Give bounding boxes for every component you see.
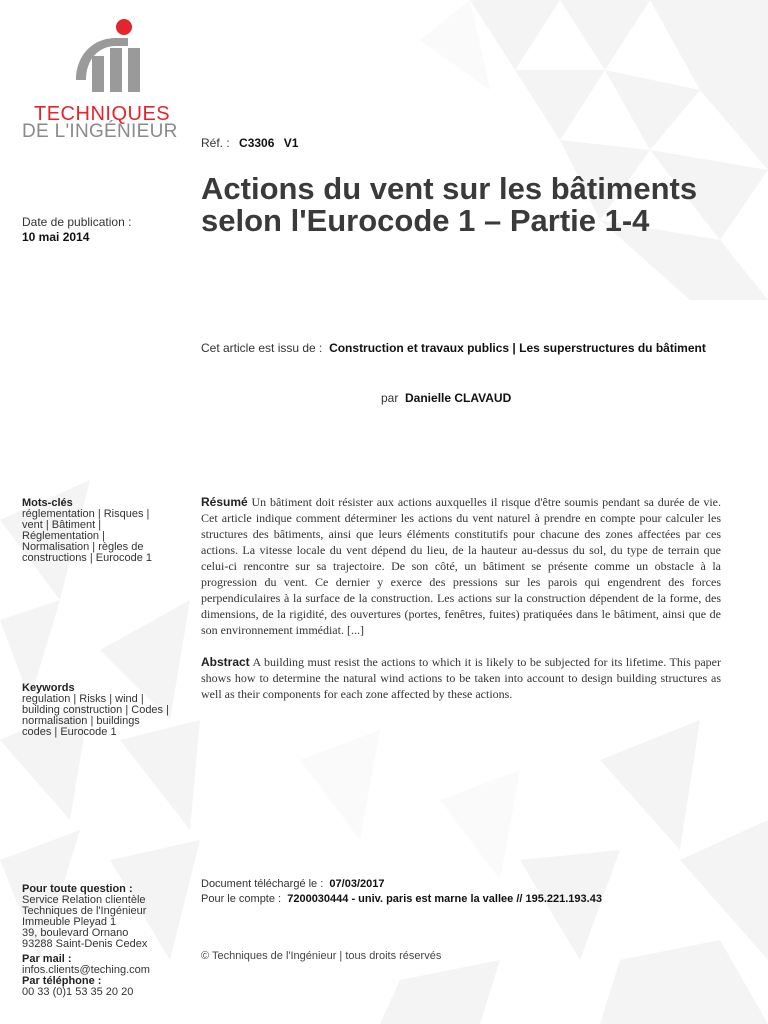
logo-text-de-lingenieur: DE L'INGÉNIEUR: [22, 121, 178, 142]
motscles-label: Mots-clés: [22, 497, 73, 509]
author-label: par: [381, 391, 399, 405]
account-label: Pour le compte :: [201, 893, 282, 905]
ref-version: V1: [283, 136, 299, 150]
contact-line: 93288 Saint-Denis Cedex: [22, 938, 148, 950]
author-name: Danielle CLAVAUD: [405, 391, 512, 405]
publisher-logo: [22, 18, 192, 143]
contact-question-label: Pour toute question :: [22, 883, 133, 895]
publication-date: [22, 215, 131, 245]
article-source: [201, 341, 706, 355]
ref-label: Réf. :: [201, 136, 230, 150]
contact-line: Techniques de l'Ingénieur: [22, 905, 147, 917]
article-title: Actions du vent sur les bâtiments selon l'Eurocode 1 – Partie 1-4: [201, 171, 698, 238]
ti-logo-icon: [70, 18, 160, 100]
motscles-block: [22, 498, 172, 564]
keywords-text: regulation | Risks | wind | building construction | Codes | normalisation | buildings codes | Eurocode 1: [22, 693, 169, 738]
ref-code: C3306: [239, 136, 275, 150]
download-info: [201, 877, 602, 907]
logo-text-techniques: TECHNIQUES: [34, 103, 171, 125]
download-date: 07/03/2017: [329, 878, 385, 890]
publication-date-value: 10 mai 2014: [22, 230, 90, 244]
source-link[interactable]: Construction et travaux publics | Les superstructures du bâtiment: [329, 341, 706, 355]
account-value: 7200030444 - univ. paris est marne la vallee // 195.221.193.43: [287, 893, 602, 905]
resume-paragraph: [201, 494, 721, 638]
source-label: Cet article est issu de :: [201, 341, 323, 355]
download-date-label: Document téléchargé le :: [201, 878, 324, 890]
contact-mail[interactable]: infos.clients@teching.com: [22, 964, 150, 976]
contact-mail-label: Par mail :: [22, 953, 72, 965]
contact-line: 39, boulevard Ornano: [22, 927, 129, 939]
publication-date-label: Date de publication :: [22, 215, 132, 229]
contact-phone: 00 33 (0)1 53 35 20 20: [22, 986, 134, 998]
reference: [201, 136, 298, 150]
contact-phone-label: Par téléphone :: [22, 975, 102, 987]
copyright: © Techniques de l'Ingénieur | tous droits réservés: [201, 950, 442, 962]
author: [381, 391, 511, 405]
keywords-block: [22, 683, 172, 738]
abstract-paragraph: [201, 654, 721, 702]
abstract-text: A building must resist the actions to which it is likely to be subjected for its lifetime. This paper shows how to determine the natural wind actions to be taken into account to design building structures as well as their components for each zone affected by these actions.: [201, 655, 721, 701]
contact-line: Immeuble Pleyad 1: [22, 916, 117, 928]
keywords-label: Keywords: [22, 682, 75, 694]
motscles-text: réglementation | Risques | vent | Bâtiment | Réglementation | Normalisation | règles de constructions | Eurocode 1: [22, 508, 153, 564]
abstract-label: Abstract: [201, 655, 250, 669]
resume-label: Résumé: [201, 495, 248, 509]
contact-line: Service Relation clientèle: [22, 894, 146, 906]
contact-block: [22, 884, 182, 998]
resume-text: Un bâtiment doit résister aux actions auxquelles il risque d'être soumis pendant sa durée de vie. Cet article indique comment déterminer les actions du vent naturel à prendre en compte pour calculer les structures des bâtiments, ainsi que leurs éléments constitutifs pour chacune des zones affectées par ces actions. La vitesse locale du vent dépend du lieu, de la hauteur au-dessus du sol, du type de terrain que celui-ci rencontre sur sa trajectoire. De son côté, un bâtiment se présente comme un obstacle à la progression du vent. Ce dernier y exerce des pressions sur les parois qui engendrent des forces perpendiculaires à la surface de la construction. Les actions sur la construction dépendent de la forme, des dimensions, de la rigidité, des ouvertures (portes, fenêtres, fuites) pratiquées dans le bâtiment, ainsi que de son environnement immédiat. [...]: [201, 495, 721, 637]
